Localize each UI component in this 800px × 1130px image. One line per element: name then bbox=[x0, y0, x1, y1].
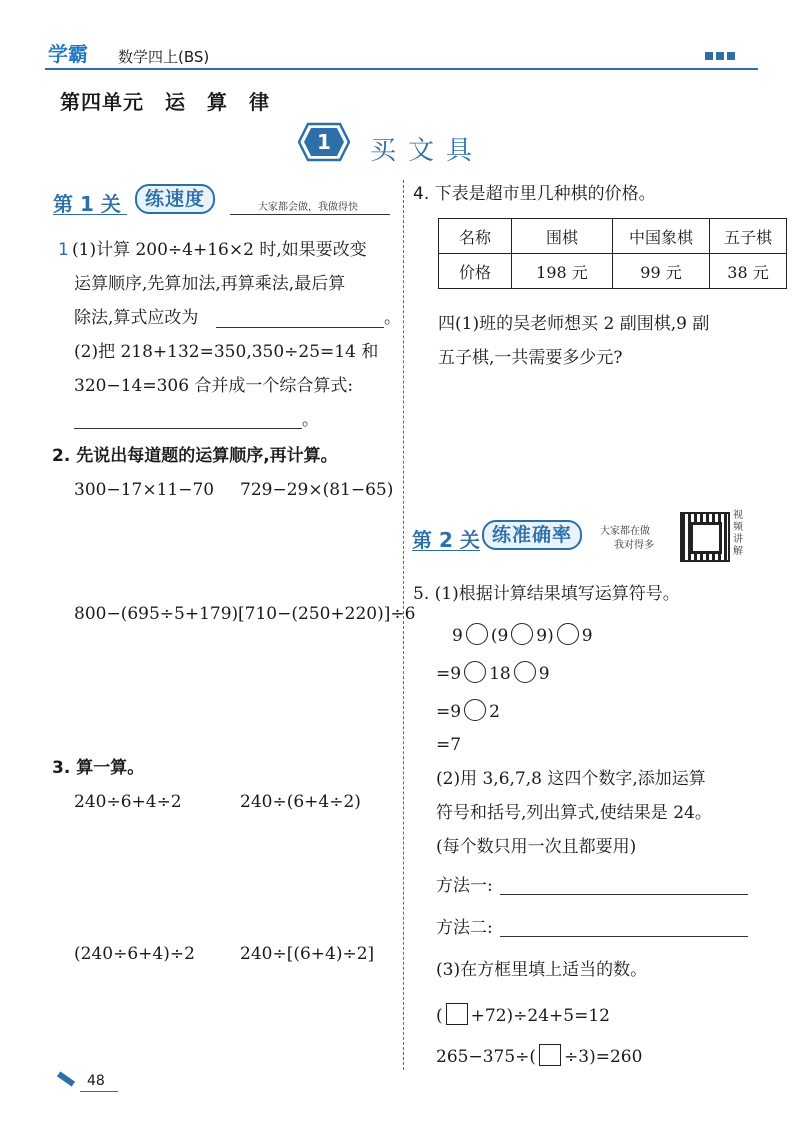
method1-line[interactable] bbox=[500, 894, 748, 895]
q2-expr-4: [710−(250+220)]÷6 bbox=[238, 604, 416, 624]
q1-number: 1 bbox=[58, 240, 69, 260]
lesson-badge bbox=[298, 122, 350, 162]
level1-label: 第 1 关 bbox=[53, 192, 121, 216]
q5-row4: =7 bbox=[436, 735, 462, 755]
q1-line3: 除法,算式应改为 bbox=[74, 308, 199, 328]
q1-line4: (2)把 218+132=350,350÷25=14 和 bbox=[74, 342, 379, 362]
level2-pill: 练准确率 bbox=[482, 520, 582, 550]
brand-logo: 学霸 bbox=[48, 42, 88, 66]
q5-fill-row1: ( +72)÷24+5=12 bbox=[436, 1003, 610, 1025]
table-cell: 38 元 bbox=[710, 254, 787, 289]
q5-part2-line3: (每个数只用一次且都要用) bbox=[436, 837, 637, 857]
table-row bbox=[439, 219, 787, 254]
table-cell: 围棋 bbox=[512, 219, 613, 254]
lesson-title: 买文具 bbox=[370, 136, 485, 166]
q1-line5: 320−14=306 合并成一个综合算式: bbox=[74, 376, 354, 396]
q4-line1: 四(1)班的吴老师想买 2 副围棋,9 副 bbox=[438, 314, 710, 334]
level1-underline bbox=[53, 214, 127, 215]
q4-title: 4. 下表是超市里几种棋的价格。 bbox=[413, 184, 656, 204]
q1-line2: 运算顺序,先算加法,再算乘法,最后算 bbox=[74, 274, 346, 294]
answer-box[interactable] bbox=[446, 1003, 468, 1025]
q5-fill-row2: 265−375÷( ÷3)=260 bbox=[436, 1044, 642, 1066]
video-label: 视频讲解 bbox=[733, 510, 743, 557]
q5-title: 5. (1)根据计算结果填写运算符号。 bbox=[413, 584, 680, 604]
table-cell: 价格 bbox=[439, 254, 512, 289]
level1-note-line bbox=[230, 214, 390, 215]
table-cell: 中国象棋 bbox=[613, 219, 710, 254]
q2-expr-2: 729−29×(81−65) bbox=[240, 480, 394, 500]
q2-expr-3: 800−(695÷5+179) bbox=[74, 604, 239, 624]
operator-circle[interactable] bbox=[514, 661, 536, 683]
method1-label: 方法一: bbox=[436, 876, 493, 896]
column-divider bbox=[403, 180, 404, 1070]
operator-circle[interactable] bbox=[464, 699, 486, 721]
q3-title: 3. 算一算。 bbox=[52, 758, 145, 778]
table-row bbox=[439, 254, 787, 289]
book-title: 数学四上(BS) bbox=[118, 48, 210, 66]
header-rule bbox=[45, 68, 758, 70]
q1-answer-line-2 bbox=[74, 428, 302, 429]
level2-note-2: 我对得多 bbox=[614, 540, 654, 551]
q1-line1: (1)计算 200÷4+16×2 时,如果要改变 bbox=[72, 240, 367, 260]
lesson-number: 1 bbox=[317, 130, 331, 154]
q5-part2-line2: 符号和括号,列出算式,使结果是 24。 bbox=[436, 803, 712, 823]
operator-circle[interactable] bbox=[466, 623, 488, 645]
level1-pill: 练速度 bbox=[135, 184, 215, 214]
method2-label: 方法二: bbox=[436, 918, 493, 938]
q1-line6-end: 。 bbox=[302, 410, 319, 430]
q5-part2-line1: (2)用 3,6,7,8 这四个数字,添加运算 bbox=[436, 769, 706, 789]
price-table bbox=[438, 218, 787, 289]
table-cell: 198 元 bbox=[512, 254, 613, 289]
unit-title: 第四单元 运 算 律 bbox=[60, 90, 270, 114]
operator-circle[interactable] bbox=[464, 661, 486, 683]
level2-note-1: 大家都在做 bbox=[600, 526, 650, 537]
page-number: 48 bbox=[87, 1073, 105, 1089]
q3-expr-2: 240÷(6+4÷2) bbox=[240, 792, 361, 812]
q3-expr-4: 240÷[(6+4)÷2] bbox=[240, 944, 375, 964]
table-cell: 名称 bbox=[439, 219, 512, 254]
header-square bbox=[716, 52, 724, 60]
q1-line3-end: 。 bbox=[384, 308, 401, 328]
operator-circle[interactable] bbox=[511, 623, 533, 645]
operator-circle[interactable] bbox=[557, 623, 579, 645]
pencil-icon bbox=[57, 1071, 75, 1086]
level2-underline bbox=[412, 550, 480, 551]
q5-row3: =9 2 bbox=[436, 699, 500, 721]
q2-expr-1: 300−17×11−70 bbox=[74, 480, 215, 500]
answer-box[interactable] bbox=[539, 1044, 561, 1066]
header-square bbox=[705, 52, 713, 60]
q4-line2: 五子棋,一共需要多少元? bbox=[438, 348, 623, 368]
q5-row2: =9 18 9 bbox=[436, 661, 550, 683]
q3-expr-1: 240÷6+4÷2 bbox=[74, 792, 182, 812]
table-cell: 99 元 bbox=[613, 254, 710, 289]
q5-row1: 9 (9 9) 9 bbox=[452, 623, 593, 645]
method2-line[interactable] bbox=[500, 936, 748, 937]
page-number-rule bbox=[80, 1091, 118, 1092]
level2-label: 第 2 关 bbox=[412, 528, 480, 552]
q1-answer-line-1 bbox=[216, 327, 384, 328]
header-square bbox=[727, 52, 735, 60]
table-cell: 五子棋 bbox=[710, 219, 787, 254]
qr-code-icon[interactable] bbox=[680, 512, 730, 562]
level1-note: 大家都会做，我做得快 bbox=[258, 202, 358, 213]
q2-title: 2. 先说出每道题的运算顺序,再计算。 bbox=[52, 446, 338, 466]
q5-part3: (3)在方框里填上适当的数。 bbox=[436, 960, 648, 980]
q3-expr-3: (240÷6+4)÷2 bbox=[74, 944, 195, 964]
